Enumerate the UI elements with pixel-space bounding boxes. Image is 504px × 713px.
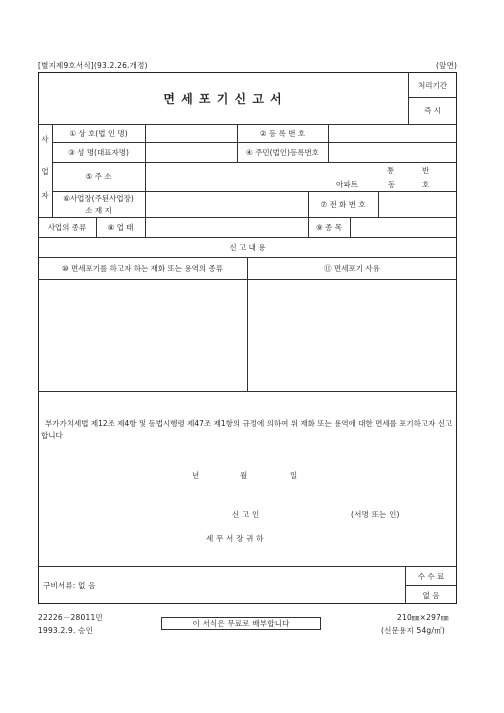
processing-period-label: 처리기간: [418, 80, 447, 90]
address-ho: 호: [422, 180, 430, 189]
goods-type-column-header: ⑩ 면세포기를 하고자 하는 재화 또는 용역의 종류: [61, 263, 224, 273]
business-item-label: ⑨ 종 목: [316, 222, 342, 232]
signature-label: (서명 또는 인): [351, 510, 400, 519]
phone-field[interactable]: [379, 193, 455, 215]
location-label-line2: 소 재 지: [85, 205, 112, 215]
trade-name-field[interactable]: [146, 126, 236, 141]
processing-period-value: 즉 시: [424, 105, 441, 115]
side-label-2: 업: [41, 166, 49, 176]
free-distribution-notice: 이 서식은 무료로 배부합니다: [161, 617, 321, 630]
form-title: 면 세 포 기 신 고 서: [163, 91, 283, 106]
location-field[interactable]: [146, 193, 306, 215]
address-tong: 통: [387, 166, 395, 175]
business-category-label: 사업의 종류: [47, 222, 87, 232]
declaration-text: 부가가치세법 제12조 제4항 및 동법시행령 제47조 제1항의 규정에 의하여 위 재화 또는 용역에 대한 면세를 포기하고자 신고합니다: [41, 419, 453, 440]
location-label-line1: ⑥사업장(주된사업장): [63, 193, 134, 203]
registration-number-label: ② 등 록 번 호: [259, 128, 306, 138]
fee-label: 수 수 료: [417, 571, 445, 581]
form-number: [별지제9호서식](93.2.26.개정): [38, 61, 148, 70]
business-item-field[interactable]: [351, 219, 455, 235]
representative-name-label: ③ 성 명(대표자명): [68, 147, 129, 157]
id-number-label: ④ 주민(법인)등록번호: [246, 147, 319, 157]
goods-type-field[interactable]: [40, 281, 245, 389]
paper-size: 210㎜×297㎜: [397, 613, 449, 622]
business-type-field[interactable]: [146, 219, 306, 235]
required-documents: 구비서류: 없 음: [43, 581, 96, 590]
form-code: 22226－28011민: [38, 613, 103, 622]
side-label-3: 자: [41, 190, 49, 200]
waiver-reason-column-header: ⑪ 면세포기 사유: [324, 263, 380, 273]
reporter-name-field[interactable]: [272, 505, 342, 519]
address-field[interactable]: [146, 164, 446, 189]
address-dong: 동: [388, 180, 396, 189]
page-side: (앞면): [436, 61, 458, 70]
reporter-label: 신 고 인: [232, 510, 260, 519]
waiver-reason-field[interactable]: [249, 281, 455, 389]
date-year-label: 년: [192, 471, 200, 480]
business-type-label: ⑧ 업 태: [107, 222, 134, 232]
date-month-label: 월: [240, 471, 248, 480]
date-day-label: 일: [290, 471, 298, 480]
side-label-1: 사: [41, 134, 49, 144]
approval-date: 1993.2.9. 승인: [38, 626, 94, 635]
registration-number-field[interactable]: [329, 126, 455, 141]
representative-name-field[interactable]: [146, 144, 236, 160]
address-ban: 반: [422, 166, 430, 175]
address-apt: 아파트: [336, 180, 359, 189]
address-label: ⑤ 주 소: [85, 172, 112, 181]
fee-value: 없 음: [422, 590, 440, 600]
tax-office-addressee: 세 무 서 장 귀 하: [206, 534, 264, 543]
id-number-field[interactable]: [329, 144, 455, 160]
phone-label: ⑦ 전 화 번 호: [320, 199, 366, 209]
report-heading: 신 고 내 용: [229, 242, 266, 252]
trade-name-label: ① 상 호(법 인 명): [69, 128, 128, 138]
paper-spec: (신문용지 54g/㎡): [381, 626, 445, 635]
